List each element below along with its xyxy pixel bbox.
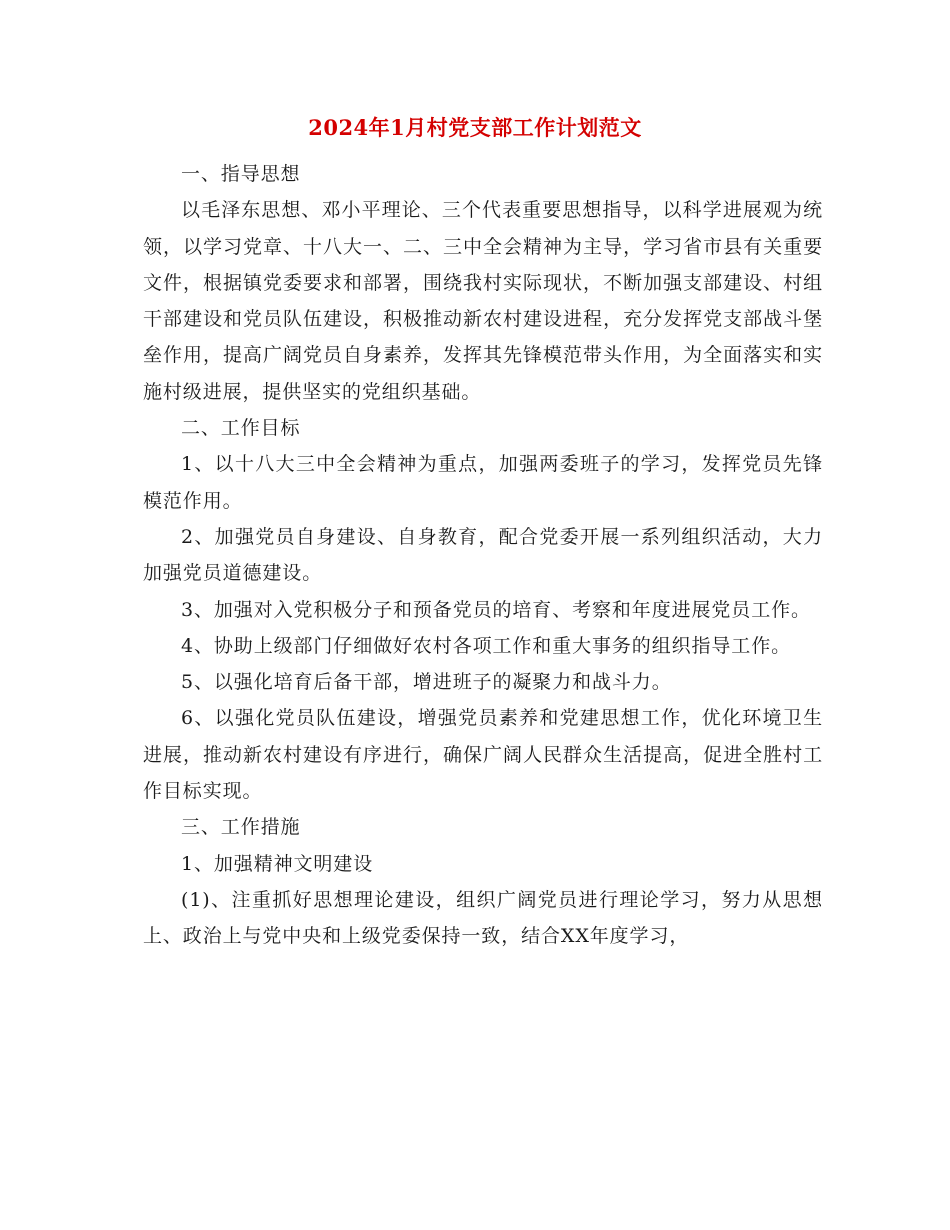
list-item-goal-3: 3、加强对入党积极分子和预备党员的培育、考察和年度进展党员工作。 bbox=[181, 598, 811, 621]
list-item-goal-5: 5、以强化培育后备干部，增进班子的凝聚力和战斗力。 bbox=[181, 671, 672, 694]
paragraph-guiding-ideology: 以毛泽东思想、邓小平理论、三个代表重要思想指导，以科学进展观为统领，以学习党章、十八大一、二、三中全会精神为主导，学习省市县有关重要文件，根据镇党委要求和部署，围绕我村实际现状，不断加强支部建设、村组干部建设和党员队伍建设，积极推动新农村建设进程，充分发挥党支部战斗堡垒作用，提高广阔党员自身素养，发挥其先锋模范带头作用，为全面落实和实施村级进展，提供坚实的党组织基础。 bbox=[143, 199, 823, 403]
section-heading-work-goals: 二、工作目标 bbox=[181, 417, 301, 440]
document-title: 2024年1月村党支部工作计划范文 bbox=[308, 115, 642, 140]
document-body bbox=[143, 156, 823, 955]
section-heading-work-measures: 三、工作措施 bbox=[181, 816, 301, 839]
section-heading-guiding-ideology: 一、指导思想 bbox=[181, 163, 301, 185]
list-item-goal-4: 4、协助上级部门仔细做好农村各项工作和重大事务的组织指导工作。 bbox=[181, 634, 791, 657]
list-item-goal-2: 2、加强党员自身建设、自身教育，配合党委开展一系列组织活动，大力加强党员道德建设。 bbox=[143, 525, 823, 585]
list-item-goal-1: 1、以十八大三中全会精神为重点，加强两委班子的学习，发挥党员先锋模范作用。 bbox=[143, 453, 823, 512]
paragraph-measure-1-1: (1)、注重抓好思想理论建设，组织广阔党员进行理论学习，努力从思想上、政治上与党中央和上级党委保持一致，结合XX年度学习， bbox=[143, 888, 823, 948]
list-item-goal-6: 6、以强化党员队伍建设，增强党员素养和党建思想工作，优化环境卫生进展，推动新农村建设有序进行，确保广阔人民群众生活提高，促进全胜村工作目标实现。 bbox=[143, 707, 823, 803]
subsection-heading-spiritual-civilization: 1、加强精神文明建设 bbox=[181, 852, 374, 875]
